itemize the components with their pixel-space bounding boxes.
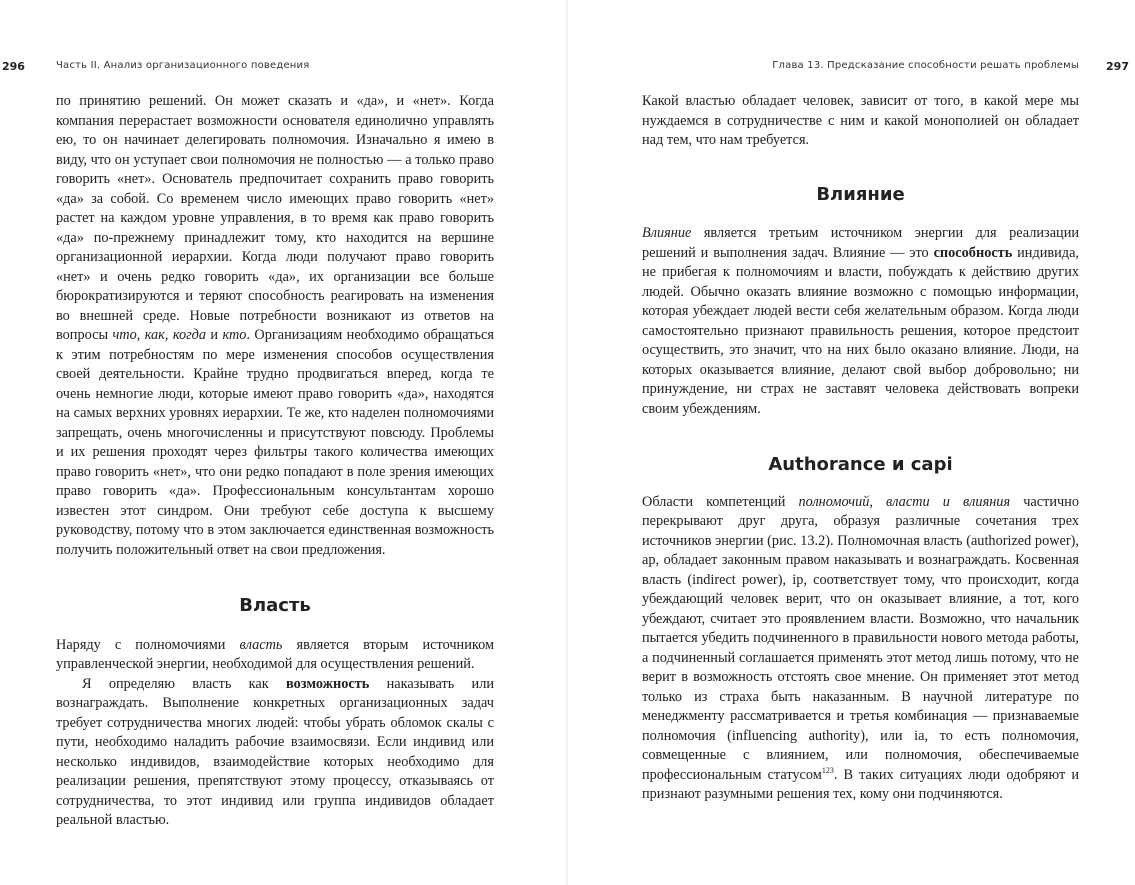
italic-term: как: [144, 327, 165, 343]
left-page-body: [56, 92, 494, 831]
paragraph: [56, 636, 494, 675]
text-run: по принятию решений. Он может сказать и «да», и «нет». Когда компания перерастает возможности основателя единолично управлять ею, то он начинает делегировать полномочия. Изначально я имею в виду, что он уступает свои полномочия не полностью — а только право говорить «нет». Основатель предпочитает сохранить право говорить «да» за собой. Со временем число имеющих право говорить «нет» растет на каждом уровне управления, в то время как право говорить «да» по-прежнему принадлежит тому, кто находится на вершине организационной иерархии. Когда люди получают право говорить «нет» и очень редко говорить «да», их организации все больше бюрократизируются и теряют способность реагировать на изменения во внешней среде. Новые потребности возникают из ответов на вопросы: [56, 93, 494, 343]
page-number-right: 297: [1106, 60, 1129, 73]
left-page: [0, 0, 566, 885]
section-heading-power: Власть: [239, 595, 311, 616]
italic-term: Влияние: [642, 225, 692, 241]
text-run: и: [206, 327, 223, 343]
section-heading-influence: Влияние: [816, 183, 905, 205]
text-run: Я определяю власть как: [82, 675, 286, 692]
bold-term: возможность: [286, 675, 370, 692]
paragraph: [56, 92, 494, 560]
paragraph: [642, 224, 1079, 419]
text-run: . Организациям необходимо обращаться к этим потребностям по мере изменения способов осуществления своей деятельности. Крайне трудно продвигаться вперед, когда те очень немногие люди, которые имеют право говорить «да», находятся на самых верхних уровнях иерархии. Те же, кто наделен полномочиями запрещать, очень многочисленны и присутствуют повсюду. Проблемы и их решения проходят через фильтры такого количества имеющих право говорить «нет», что они редко попадают в поле зрения имеющих право говорить «да». Профессиональным консультантам хорошо известен этот синдром. Они требуют себе доступа к высшему руководству, потому что в этом заключается единственная возможность получить положительный ответ на свои предложения.: [56, 327, 494, 558]
italic-term: кто: [222, 327, 247, 343]
paragraph: [642, 493, 1079, 805]
text-run: является третьим источником энергии для реализации решений и выполнения задач. Влияние — это: [642, 225, 1079, 261]
italic-term: что: [112, 327, 137, 343]
running-head-left: Часть II. Анализ организационного поведения: [56, 60, 310, 71]
text-run: . В таких ситуациях люди одобряют и признают разумными решения тех, кому они подчиняются.: [642, 766, 1079, 802]
right-page: [568, 0, 1135, 885]
footnote-marker: 123: [821, 765, 834, 775]
paragraph: [56, 675, 494, 831]
text-run: ,: [136, 327, 145, 343]
text-run: Области компетенций: [642, 493, 799, 510]
section-heading-authorance: Authorance и capi: [768, 454, 953, 475]
italic-term: власть: [239, 636, 283, 653]
italic-term: полномочий, власти и влияния: [798, 493, 1011, 510]
right-page-body: [642, 92, 1079, 805]
italic-term: когда: [172, 327, 207, 343]
running-head-right: Глава 13. Предсказание способности решать проблемы: [772, 60, 1079, 71]
bold-term: способность: [933, 244, 1013, 261]
text-run: индивида, не прибегая к полномочиям и власти, побуждать к действию других людей. Обычно оказать влияние возможно с помощью информации, которая убеждает людей вести себя желательным образом. Когда люди самостоятельно признают правильность решения, которое предстоит осуществить, это значит, что на них было оказано влияние. Люди, на которых оказывается влияние, делают свой выбор добровольно; ни принуждение, ни страх не заставят человека действовать вопреки своим убеждениям.: [642, 244, 1079, 417]
page-number-left: 296: [2, 60, 25, 73]
text-run: ,: [164, 327, 173, 343]
text-run: является вторым источником управленческой энергии, необходимой для осуществления решений.: [56, 636, 494, 672]
text-run: Наряду с полномочиями: [56, 636, 240, 653]
paragraph: Какой властью обладает человек, зависит от того, в какой мере мы нуждаемся в сотрудничестве с ним и какой монополией он обладает над тем, что нам требуется.: [642, 93, 1079, 148]
text-run: частично перекрывают друг друга, образуя различные сочетания трех источников энергии (рис. 13.2). Полномочная власть (authorized power), ap, обладает законным правом наказывать и вознаграждать. Косвенная власть (indirect power), ip, соответствует тому, что происходит, когда убеждающий человек верит, что он оказывает влияние, а тот, кого убеждают, считает это проявлением власти. Возможно, что начальник пытается убедить подчиненного в правильности нового метода работы, а подчиненный соглашается применять этот метод лишь потому, что не верит в возможность отстоять свое мнение. Он применяет этот метод только из страха быть наказанным. В научной литературе по менеджменту рассматривается и третья комбинация — признаваемые полномочия (influencing authority), или ia, то есть полномочия, совмещенные с влиянием, или полномочия, обеспечиваемые профессиональным статусом: [642, 493, 1079, 783]
text-run: наказывать или вознаграждать. Выполнение конкретных организационных задач требует сотрудничества многих людей: чтобы убрать обломок скалы с пути, необходимо наладить рабочие взаимосвязи. Если индивид или несколько индивидов, взаимодействие которых необходимо для реализации решения, препятствуют этому процессу, отказываясь от сотрудничества, то этот индивид или группа индивидов обладает реальной властью.: [56, 675, 494, 828]
